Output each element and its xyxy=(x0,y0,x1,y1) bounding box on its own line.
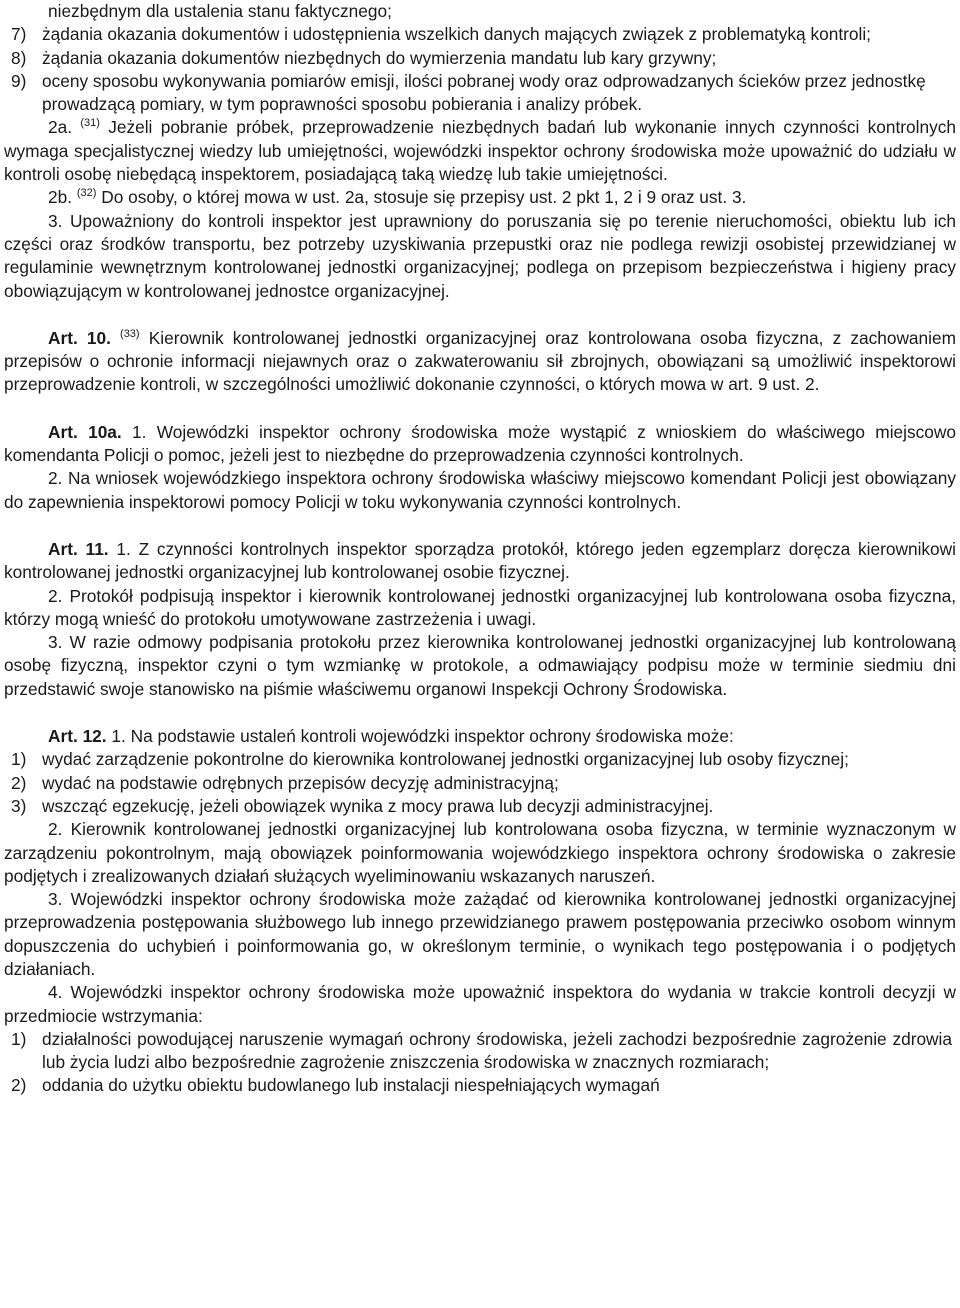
article-label: Art. 12. xyxy=(48,726,107,747)
article-10a: Art. 10a. 1. Wojewódzki inspektor ochrony środowiska może wystąpić z wnioskiem do właściwego miejscowo komendanta Policji o pomoc, jeżeli jest to niezbędne do przeprowadzenia czynności kontrolnych. 2. Na wniosek wojewódzkiego inspektora ochrony środowiska właściwy miejscowo komendant Policji jest obowiązany do zapewnienia inspektorowi pomocy Policji w toku wykonywania czynności kontrolnych. xyxy=(0,421,960,514)
article-label: Art. 10. xyxy=(48,327,111,348)
footnote-ref-32: (32) xyxy=(76,187,97,200)
paragraph-3: 3. Upoważniony do kontroli inspektor jest uprawniony do poruszania się po terenie nieruchomości, obiektu lub ich części oraz środków transportu, bez potrzeby uzyskiwania przepustki oraz nie podlega rewizji osobistej przewidzianej w regulaminie wewnętrznym kontrolowanej jednostki organizacyjnej; podlega on przepisom bezpieczeństwa i higieny pracy obowiązującym w kontrolowanej jednostce organizacyjnej. xyxy=(4,210,956,301)
list-item: 3) wszcząć egzekucję, jeżeli obowiązek wynika z mocy prawa lub decyzji administracyjnej. xyxy=(11,795,714,816)
paragraph: 2. Kierownik kontrolowanej jednostki organizacyjnej lub kontrolowana osoba fizyczna, w terminie wyznaczonym w zarządzeniu pokontrolnym, mają obowiązek poinformowania wojewódzkiego inspektora ochrony środowiska o zakresie podjętych i zrealizowanych działań służących wyeliminowaniu wskazanych naruszeń. xyxy=(4,819,956,886)
paragraph: 4. Wojewódzki inspektor ochrony środowiska może upoważnić inspektora do wydania w trakcie kontroli decyzji w przedmiocie wstrzymania: xyxy=(4,982,956,1026)
paragraph-2a: 2a. $^{(31)}$ Jeżeli pobranie próbek, przeprowadzenie niezbędnych badań lub wykonanie innych czynności kontrolnych wymaga specjalistycznej wiedzy lub umiejętności, wojewódzki inspektor ochrony środowiska może upoważnić do udziału w kontroli osobę niebędącą inspektorem, posiadającą taką wiedzę lub takie umiejętności. xyxy=(4,117,956,185)
list-item: 1) wydać zarządzenie pokontrolne do kierownika kontrolowanej jednostki organizacyjnej lub osoby fizycznej; xyxy=(11,749,849,770)
list-item: 2) wydać na podstawie odrębnych przepisów decyzję administracyjną; xyxy=(11,772,559,793)
article-11: Art. 11. 1. Z czynności kontrolnych inspektor sporządza protokół, którego jeden egzemplarz doręcza kierownikowi kontrolowanej jednostki organizacyjnej lub kontrolowanej osobie fizycznej. 2. Protokół podpisują inspektor i kierownik kontrolowanej jednostki organizacyjnej lub kontrolowana osoba fizyczna, którzy mogą wnieść do protokołu umotywowane zastrzeżenia i uwagi. 3. W razie odmowy podpisania protokołu przez kierownika kontrolowanej jednostki organizacyjnej lub kontrolowaną osobę fizyczną, inspektor czyni o tym wzmiankę w protokole, a odmawiający podpisu może w terminie siedmiu dni przedstawić swoje stanowisko na piśmie właściwemu organowi Inspekcji Ochrony Środowiska. xyxy=(0,538,960,701)
list-item: 2) oddania do użytku obiektu budowlanego lub instalacji niespełniających wymagań xyxy=(11,1075,660,1096)
article-9-continuation xyxy=(0,0,960,303)
list-item-9: 9) oceny sposobu wykonywania pomiarów emisji, ilości pobranej wody oraz odprowadzanych ścieków przez jednostkę prowadzącą pomiary, w tym poprawności sposobu pobierania i analizy próbek. xyxy=(11,70,926,115)
article-label: Art. 11. xyxy=(48,538,109,559)
paragraph: 2. Na wniosek wojewódzkiego inspektora ochrony środowiska właściwy miejscowo komendant Policji jest obowiązany do zapewnienia inspektorowi pomocy Policji w toku wykonywania czynności kontrolnych. xyxy=(4,468,956,512)
article-12: Art. 12. 1. Na podstawie ustaleń kontroli wojewódzki inspektor ochrony środowiska może: 1) wydać zarządzenie pokontrolne do kierownika kontrolowanej jednostki organizacyjnej lub osoby fizycznej; 2) wydać na podstawie odrębnych przepisów decyzję administracyjną; 3) wszcząć egzekucję, jeżeli obowiązek wynika z mocy prawa lub decyzji administracyjnej. 2. Kierownik kontrolowanej jednostki organizacyjnej lub kontrolowana osoba fizyczna, w terminie wyznaczonym w zarządzeniu pokontrolnym, mają obowiązek poinformowania wojewódzkiego inspektora ochrony środowiska o zakresie podjętych i zrealizowanych działań służących wyeliminowaniu wskazanych naruszeń. 3. Wojewódzki inspektor ochrony środowiska może zażądać od kierownika kontrolowanej jednostki organizacyjnej przeprowadzenia postępowania służbowego lub innego przewidzianego prawem postępowania przeciwko osobom winnym dopuszczenia do uchybień i poinformowania go, w określonym terminie, o wynikach tego postępowania i o podjętych działaniach. 4. Wojewódzki inspektor ochrony środowiska może upoważnić inspektora do wydania w trakcie kontroli decyzji w przedmiocie wstrzymania: 1) działalności powodującej naruszenie wymagań ochrony środowiska, jeżeli zachodzi bezpośrednie zagrożenie zdrowia lub życia ludzi albo bezpośrednie zagrożenie zniszczenia środowiska w znacznych rozmiarach; 2) oddania do użytku obiektu budowlanego lub instalacji niespełniających wymagań xyxy=(0,725,960,1098)
footnote-ref-33: (33) xyxy=(120,327,140,340)
footnote-ref-31: (31) xyxy=(80,117,100,130)
paragraph: 3. Wojewódzki inspektor ochrony środowiska może zażądać od kierownika kontrolowanej jednostki organizacyjnej przeprowadzenia postępowania służbowego lub innego przewidzianego prawem postępowania przeciwko osobom winnym dopuszczenia do uchybień i poinformowania go, w określonym terminie, o wynikach tego postępowania i o podjętych działaniach. xyxy=(4,889,956,979)
continued-line: niezbędnym dla ustalenia stanu faktycznego; xyxy=(48,1,392,21)
list-item-7: 7) żądania okazania dokumentów i udostępnienia wszelkich danych mających związek z problematyką kontroli; xyxy=(11,24,871,45)
paragraph-2b: 2b. $^{(32)}$ Do osoby, o której mowa w ust. 2a, stosuje się przepisy ust. 2 pkt 1, 2 i 9 oraz ust. 3. xyxy=(48,187,747,208)
article-label: Art. 10a. xyxy=(48,421,122,442)
list-item-8: 8) żądania okazania dokumentów niezbędnych do wymierzenia mandatu lub kary grzywny; xyxy=(11,47,717,68)
list-item: 1) działalności powodującej naruszenie wymagań ochrony środowiska, jeżeli zachodzi bezpośrednie zagrożenie zdrowia lub życia ludzi albo bezpośrednie zagrożenie zniszczenia środowiska w znacznych rozmiarach; xyxy=(11,1028,952,1073)
paragraph: 2. Protokół podpisują inspektor i kierownik kontrolowanej jednostki organizacyjnej lub kontrolowana osoba fizyczna, którzy mogą wnieść do protokołu umotywowane zastrzeżenia i uwagi. xyxy=(4,585,956,629)
article-10: Art. 10. $^{(33)}$ Kierownik kontrolowanej jednostki organizacyjnej oraz kontrolowana osoba fizyczna, z zachowaniem przepisów o ochronie informacji niejawnych oraz o zakwaterowaniu sił zbrojnych, obowiązani są umożliwić inspektorowi przeprowadzenie kontroli, w szczególności umożliwić dokonanie czynności, o których mowa w art. 9 ust. 2. xyxy=(4,327,956,395)
paragraph: 3. W razie odmowy podpisania protokołu przez kierownika kontrolowanej jednostki organizacyjnej lub kontrolowaną osobę fizyczną, inspektor czyni o tym wzmiankę w protokole, a odmawiający podpisu może w terminie siedmiu dni przedstawić swoje stanowisko na piśmie właściwemu organowi Inspekcji Ochrony Środowiska. xyxy=(4,632,956,699)
